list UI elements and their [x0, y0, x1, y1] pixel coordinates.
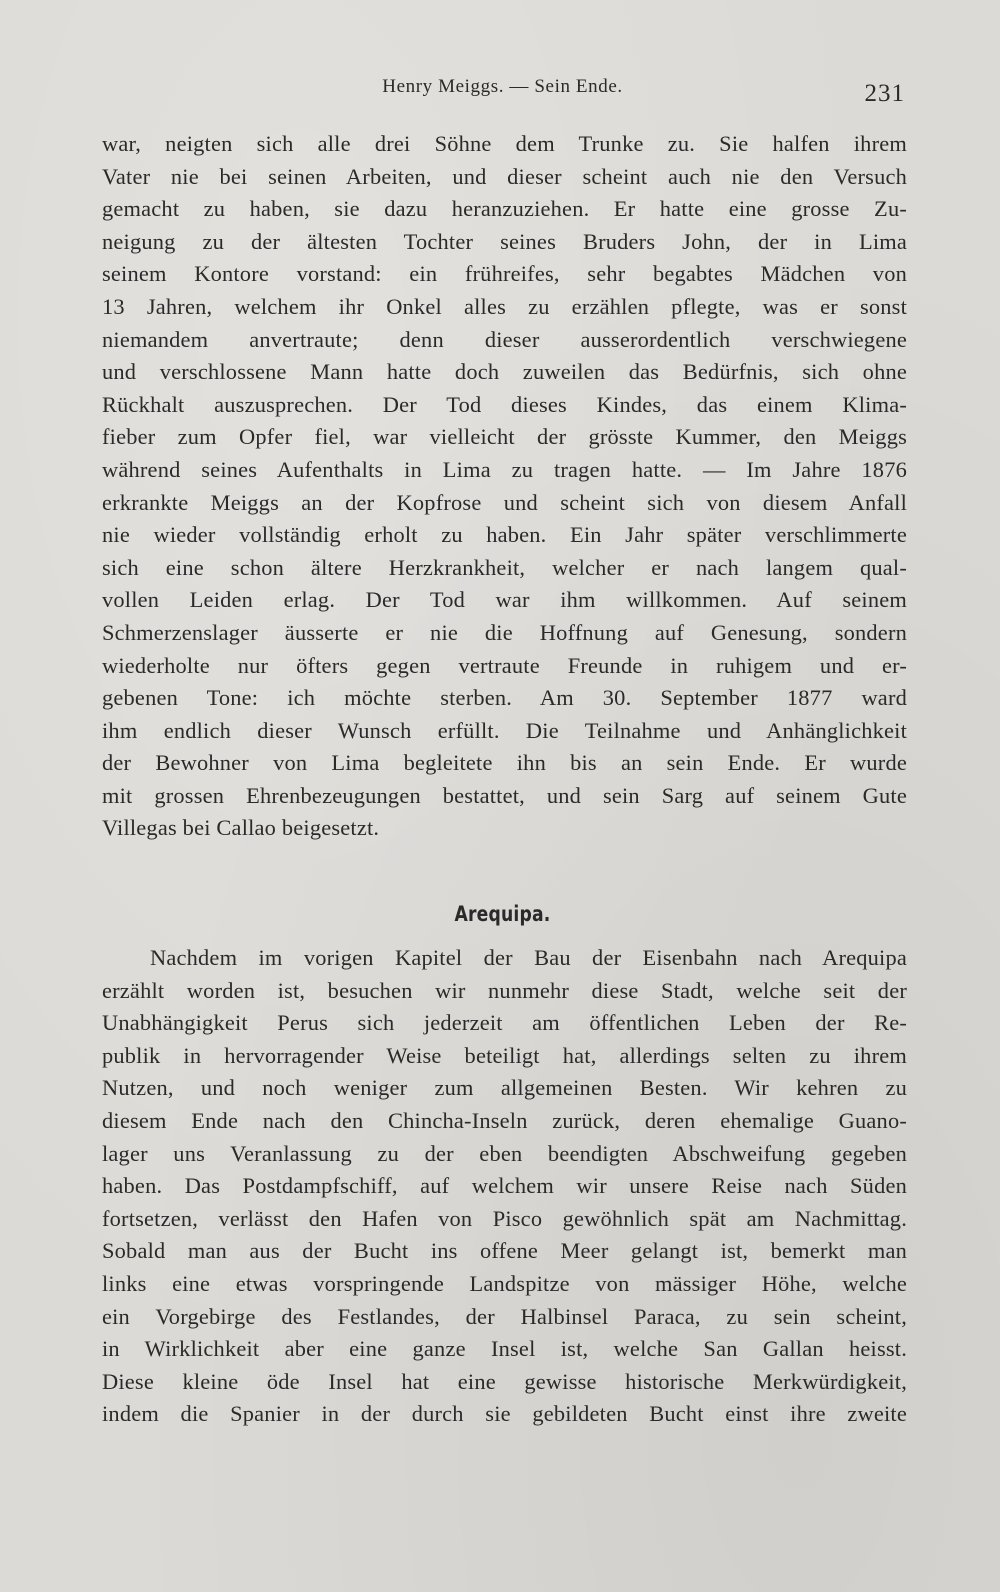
paragraph-arequipa [102, 942, 907, 1431]
text-line: Sobald man aus der Bucht ins offene Meer gelangt ist, bemerkt man [102, 1238, 907, 1264]
text-line: gebenen Tone: ich möchte sterben. Am 30. September 1877 ward [102, 685, 907, 711]
text-line: fortsetzen, verlässt den Hafen von Pisco gewöhnlich spät am Nachmittag. [102, 1205, 907, 1231]
text-line: Diese kleine öde Insel hat eine gewisse historische Merkwürdigkeit, [102, 1368, 907, 1394]
section-heading: Arequipa. [454, 902, 551, 926]
text-line: in Wirklichkeit aber eine ganze Insel ist, welche San Gallan heisst. [102, 1336, 907, 1362]
text-line: Villegas bei Callao beigesetzt. [102, 815, 380, 841]
text-line: neigung zu der ältesten Tochter seines Bruders John, der in Lima [102, 228, 907, 254]
text-line: diesem Ende nach den Chincha-Inseln zurück, deren ehemalige Guano- [102, 1107, 907, 1133]
text-line: Vater nie bei seinen Arbeiten, und dieser scheint auch nie den Versuch [102, 163, 907, 189]
text-line: vollen Leiden erlag. Der Tod war ihm willkommen. Auf seinem [102, 587, 907, 613]
text-line: und verschlossene Mann hatte doch zuweilen das Bedürfnis, sich ohne [102, 359, 907, 385]
text-line: links eine etwas vorspringende Landspitze von mässiger Höhe, welche [102, 1270, 907, 1296]
text-line: 13 Jahren, welchem ihr Onkel alles zu erzählen pflegte, was er sonst [102, 293, 907, 319]
text-line: Nutzen, und noch weniger zum allgemeinen Besten. Wir kehren zu [102, 1075, 907, 1101]
text-line: ein Vorgebirge des Festlandes, der Halbinsel Paraca, zu sein scheint, [102, 1303, 907, 1329]
text-line: war, neigten sich alle drei Söhne dem Trunke zu. Sie halfen ihrem [102, 131, 907, 156]
text-line: niemandem anvertraute; denn dieser ausserordentlich verschwiegene [102, 326, 907, 352]
running-title: Henry Meiggs. — Sein Ende. [382, 76, 623, 97]
text-line: nie wieder vollständig erholt zu haben. Ein Jahr später verschlimmerte [102, 522, 907, 548]
text-line: indem die Spanier in der durch sie gebildeten Bucht einst ihre zweite [102, 1401, 907, 1427]
text-line: haben. Das Postdampfschiff, auf welchem wir unsere Reise nach Süden [102, 1173, 907, 1199]
text-line: wiederholte nur öfters gegen vertraute Freunde in ruhigem und er- [102, 652, 907, 678]
page-number: 231 [864, 80, 905, 107]
text-line: seinem Kontore vorstand: ein frühreifes, sehr begabtes Mädchen von [102, 261, 907, 287]
running-head [100, 76, 905, 110]
text-line: sich eine schon ältere Herzkrankheit, welcher er nach langem qual- [102, 554, 907, 580]
text-line: Nachdem im vorigen Kapitel der Bau der Eisenbahn nach Arequipa [150, 945, 907, 970]
paragraph-meiggs-end [102, 128, 907, 845]
text-line: Unabhängigkeit Perus sich jederzeit am öffentlichen Leben der Re- [102, 1010, 907, 1036]
text-line: während seines Aufenthalts in Lima zu tragen hatte. — Im Jahre 1876 [102, 456, 907, 482]
text-line: gemacht zu haben, sie dazu heranzuziehen. Er hatte eine grosse Zu- [102, 196, 907, 222]
text-line: lager uns Veranlassung zu der eben beendigten Abschweifung gegeben [102, 1140, 907, 1166]
text-line: ihm endlich dieser Wunsch erfüllt. Die Teilnahme und Anhänglichkeit [102, 717, 907, 743]
text-line: erkrankte Meiggs an der Kopfrose und scheint sich von diesem Anfall [102, 489, 907, 515]
text-line: erzählt worden ist, besuchen wir nunmehr diese Stadt, welche seit der [102, 977, 907, 1003]
text-line: mit grossen Ehrenbezeugungen bestattet, und sein Sarg auf seinem Gute [102, 782, 907, 808]
text-line: fieber zum Opfer fiel, war vielleicht der grösste Kummer, den Meiggs [102, 424, 907, 450]
text-line: publik in hervorragender Weise beteiligt hat, allerdings selten zu ihrem [102, 1042, 907, 1068]
text-line: der Bewohner von Lima begleitete ihn bis an sein Ende. Er wurde [102, 750, 907, 776]
text-line: Rückhalt auszusprechen. Der Tod dieses Kindes, das einem Klima- [102, 391, 907, 417]
text-line: Schmerzenslager äusserte er nie die Hoffnung auf Genesung, sondern [102, 619, 907, 645]
